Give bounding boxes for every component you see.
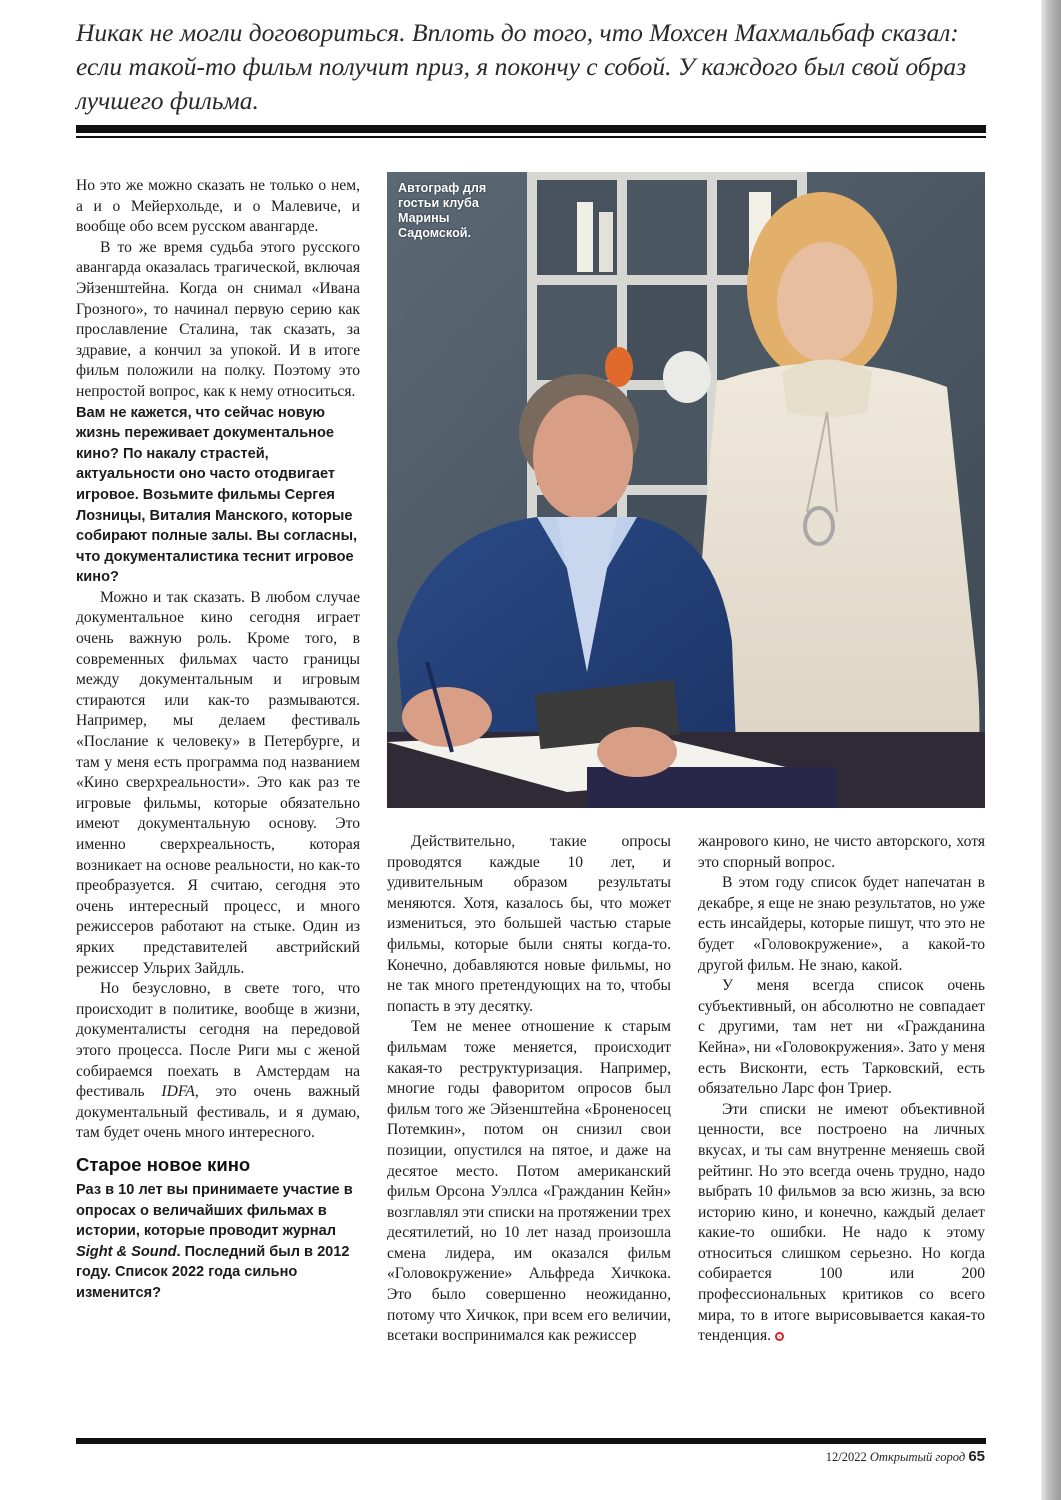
- issue-number: 12/2022: [825, 1450, 867, 1464]
- journal-name: Sight & Sound: [76, 1243, 177, 1260]
- pull-quote: Никак не могли договориться. Вплоть до того, что Мохсен Махмальбаф сказал: если такой-то фильм получит приз, я покончу с собой. У каждого был свой образ лучшего фильма.: [76, 18, 967, 115]
- end-of-article-icon: [775, 1332, 784, 1341]
- paragraph: Тем не менее отношение к старым фильмам тоже меняется, происходит какая-то реструктуризация. Например, многие годы фаворитом опросов был фильм того же Эйзенштейна «Броненосец Потемкин», потом он снизил свои позиции, опустился на пятое, и даже на десятое место. Потом американский фильм Орсона Уэллса «Гражданин Кейн» возглавлял эти списки на протяжении трех десятилетий, но 10 лет назад произошла смена лидера, им оказался фильм «Головокружение» Альфреда Хичкока. Это было совершенно неожиданно, потому что Хичкок, при всем его величии, всетаки воспринимался как режиссер: [387, 1018, 671, 1345]
- paragraph: Действительно, такие опросы проводятся каждые 10 лет, и удивительным образом результаты меняются. Хотя, казалось бы, что может измениться, это большей частью старые фильмы, которые были сняты когда-то. Конечно, добавляются новые фильмы, но не так много претендующих на то, чтобы попасть в эту десятку.: [387, 833, 671, 1015]
- paragraph: Можно и так сказать. В любом случае документальное кино сегодня играет очень важную роль. Кроме того, в современных фильмах часто границы между документальным и игровым стираются или как-то размываются. Например, мы делаем фестиваль «Послание к человеку» в Петербурге, и там у меня есть программа под названием «Кино сверхреальности». Это как раз те игровые фильмы, которые обязательно имеют документальную основу. Это именно сверхреальность, которая возникает на основе реальности, но как-то преобразуется. Я считаю, сегодня это очень интересный процесс, и много режиссеров работают на стыке. Один из ярких представителей австрийский режиссер Ульрих Зайдль.: [76, 588, 360, 977]
- paragraph: [698, 1100, 985, 1347]
- bottom-rule: [76, 1438, 986, 1444]
- page-footer: [826, 1448, 985, 1465]
- page-edge-shadow: [1041, 0, 1061, 1500]
- paragraph-text: Эти списки не имеют объективной ценности, все построено на личных вкусах, и ты сам внутренне меняешь свой рейтинг. Но это всегда очень трудно, надо выбрать 10 фильмов за всю жизнь, за всю историю кино, и конечно, каждый делает какие-то ошибки. Не надо к этому относиться слишком серьезно. Но когда собирается 100 или 200 профессиональных критиков со всего мира, то в итоге вырисовывается какая-то тенденция.: [698, 1100, 985, 1345]
- column-2: [387, 832, 671, 1347]
- top-rule-thin: [76, 136, 986, 138]
- article-photo: [387, 172, 985, 808]
- interview-question: [76, 1180, 360, 1304]
- magazine-name: Открытый город: [869, 1450, 966, 1464]
- paragraph-text: Но безусловно, в свете того, что происходит в политике, вообще в жизни, документалисты сегодня на передовой этого процесса. После Риги мы с женой собираемся поехать в Амстердам на фестиваль: [76, 980, 360, 1101]
- column-1: [76, 176, 360, 1303]
- question-text: Раз в 10 лет вы принимаете участие в опросах о величайших фильмах в истории, которые проводит журнал: [76, 1181, 353, 1240]
- paragraph-text: , это очень важный документальный фестиваль, и я думаю, там будет очень много интересного.: [76, 1083, 360, 1142]
- paragraph: жанрового кино, не чисто авторского, хотя это спорный вопрос.: [698, 833, 985, 871]
- photo-illustration: [387, 172, 985, 808]
- section-heading: Старое новое кино: [76, 1153, 251, 1175]
- festival-name: IDFA: [161, 1083, 195, 1101]
- photo-caption: Автограф для гостьи клуба Марины Садомской.: [398, 181, 487, 240]
- page-number: 65: [968, 1448, 985, 1465]
- paragraph: Но это же можно сказать не только о нем, а и о Мейерхольде, и о Малевиче, и вообще обо всем русском авангарде.: [76, 177, 360, 236]
- column-3: [698, 832, 985, 1347]
- paragraph: В этом году список будет напечатан в декабре, я еще не знаю результатов, но уже есть инсайдеры, которые пишут, что это не будет «Головокружение», а какой-то другой фильм. Не знаю, какой.: [698, 874, 985, 974]
- paragraph: У меня всегда список очень субъективный, он абсолютно не совпадает с другими, там нет ни «Гражданина Кейна», ни «Головокружения». Зато у меня есть Висконти, есть Тарковский, есть обязательно Ларс фон Триер.: [698, 977, 985, 1098]
- question-text: . Последний был в 2012 году. Список 2022 года сильно изменится?: [76, 1243, 350, 1301]
- paragraph: [76, 979, 360, 1144]
- top-rule: [76, 125, 986, 133]
- paragraph: В то же время судьба этого русского авангарда оказалась трагической, включая Эйзенштейна. Когда он снимал «Ивана Грозного», то начинал первую серию как прославление Сталина, так сказать, за здравие, а кончил за упокой. И в итоге фильм положили на полку. Поэтому это непростой вопрос, как к нему относиться.: [76, 238, 360, 400]
- interview-question: Вам не кажется, что сейчас новую жизнь переживает документальное кино? По накалу страстей, актуальности оно часто отодвигает игровое. Возьмите фильмы Сергея Лозницы, Виталия Манского, которые собирают полные залы. Вы согласны, что документалистика теснит игровое кино?: [76, 404, 358, 586]
